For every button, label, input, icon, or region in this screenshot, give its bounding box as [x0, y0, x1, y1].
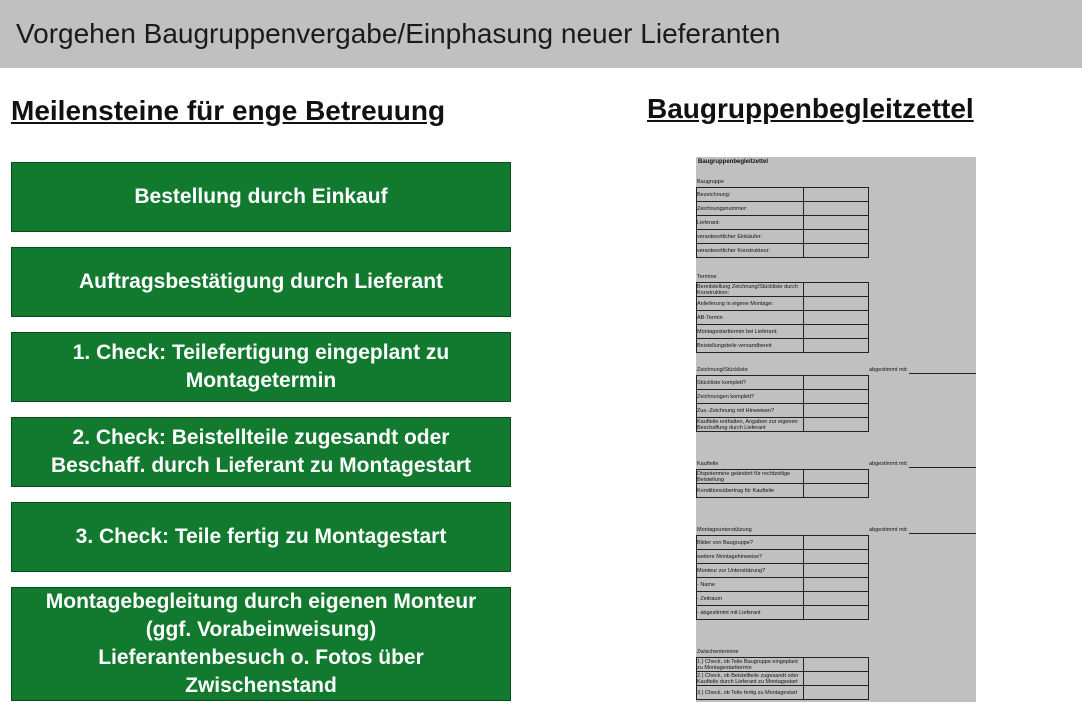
form-value-cell [803, 591, 869, 606]
form-value-cell [803, 338, 869, 353]
form-value-cell [803, 324, 869, 339]
form-row-label: AB-Termin [697, 314, 723, 321]
form-row-label: 1.) Check, ob Teile Baugruppe eingeplant zu Montagestarttermin [697, 658, 798, 671]
milestone-text: 1. Check: Teilefertigung eingeplant zu [72, 341, 450, 364]
milestone-box [11, 417, 511, 487]
form-row-label: Anlieferung in eigene Montage: [697, 300, 774, 307]
form-row-label: Zeichnungen komplett? [697, 393, 755, 400]
form-row-label: Dispotermine geändert für rechtzeitige Beistellung [697, 470, 791, 483]
form-section-heading: Kaufteile [697, 461, 719, 467]
milestone-text: Bestellung durch Einkauf [134, 185, 388, 208]
form-value-cell [803, 535, 869, 550]
form-row-label: Monteur zur Unterstützung? [697, 567, 766, 574]
form-title: Baugruppenbegleitzettel [698, 159, 769, 165]
form-row-label: Kaufteile enthalten, Angaben zur eigenen Beschaffung durch Lieferant [697, 418, 798, 431]
form-row-label: - Name [697, 581, 716, 588]
assembly-form-thumbnail [696, 157, 976, 702]
form-row-label: - abgestimmt mit Lieferant [697, 609, 761, 616]
form-value-cell [803, 243, 869, 258]
form-row-label: Montagestarttermin bei Lieferant: [697, 328, 778, 335]
form-value-cell [803, 417, 869, 432]
form-row-label: 3.) Check, ob Teile fertig zu Montagestart [697, 689, 798, 696]
form-value-cell [803, 403, 869, 418]
milestone-box [11, 247, 511, 317]
form-signature-line [909, 467, 976, 468]
form-value-cell [803, 229, 869, 244]
form-value-cell [803, 577, 869, 592]
form-value-cell [803, 671, 869, 686]
milestone-text: 2. Check: Beistellteile zugesandt oder [72, 426, 450, 449]
form-value-cell [803, 389, 869, 404]
form-row-label: Bezeichnung: [697, 191, 731, 198]
form-value-cell [803, 483, 869, 498]
form-row-label: - Zeitraum [697, 595, 723, 602]
form-value-cell [803, 605, 869, 620]
form-row-label: Zeichnungsnummer: [697, 205, 748, 212]
form-row-label: Bilder von Baugruppe? [697, 539, 753, 546]
milestone-text: Montagetermin [185, 369, 337, 392]
milestones-heading: Meilensteine für enge Betreuung [11, 95, 446, 126]
form-value-cell [803, 469, 869, 484]
form-value-cell [803, 375, 869, 390]
milestone-text: 3. Check: Teile fertig zu Montagestart [75, 525, 447, 548]
form-signature-line [909, 533, 976, 534]
form-section-heading: Baugruppe [697, 179, 724, 185]
milestone-box [11, 587, 511, 701]
form-value-cell [803, 685, 869, 700]
form-row-label: 2.) Check, ob Beistellteile zugesandt oder Kaufteile durch Lieferant zu Montagestart [697, 672, 799, 685]
form-value-cell [803, 657, 869, 672]
milestone-text: Zwischenstand [185, 674, 337, 697]
form-value-cell [803, 282, 869, 297]
form-value-cell [803, 187, 869, 202]
page-title: Vorgehen Baugruppenvergabe/Einphasung neuer Lieferanten [16, 18, 781, 49]
form-value-cell [803, 563, 869, 578]
form-signature-line [909, 373, 976, 374]
form-abgestimmt-label: abgestimmt mit: [869, 367, 908, 373]
form-row-label: verantwortlicher Einkäufer: [697, 233, 763, 240]
form-row-label: Bereitstellung Zeichnung/Stückliste durch Konstruktion: [697, 283, 798, 296]
milestone-text: Auftragsbestätigung durch Lieferant [78, 270, 444, 293]
form-section-heading: Zwischentermine [697, 649, 739, 655]
form-row-label: Stückliste komplett? [697, 379, 746, 386]
form-row-label: Zus.-Zeichnung mit Hinweisen? [697, 407, 775, 414]
form-value-cell [803, 549, 869, 564]
form-value-cell [803, 201, 869, 216]
form-value-cell [803, 310, 869, 325]
milestone-text: (ggf. Vorabeinweisung) [145, 618, 377, 641]
form-heading: Baugruppenbegleitzettel [647, 93, 974, 124]
form-section-heading: Termine [697, 274, 717, 280]
form-row-label: Konditionsübertrag für Kaufteile [697, 487, 775, 494]
form-abgestimmt-label: abgestimmt mit: [869, 527, 908, 533]
form-value-cell [803, 296, 869, 311]
form-section-heading: Zeichnung/Stückliste [697, 367, 748, 373]
header-bar [0, 0, 1082, 68]
milestone-box [11, 502, 511, 572]
form-value-cell [803, 215, 869, 230]
form-abgestimmt-label: abgestimmt mit: [869, 461, 908, 467]
milestone-box [11, 332, 511, 402]
milestone-box [11, 162, 511, 232]
milestone-text: Montagebegleitung durch eigenen Monteur [45, 590, 477, 613]
form-section-heading: Montageunterstützung [697, 527, 752, 533]
milestone-text: Lieferantenbesuch o. Fotos über [98, 646, 424, 669]
form-row-label: Beistellungsteile versandbereit [697, 342, 772, 349]
form-row-label: Lieferant: [697, 219, 720, 226]
form-row-label: weitere Montagehinweise? [697, 553, 763, 560]
form-row-label: verantwortlicher Konstrukteur: [697, 247, 771, 254]
milestone-text: Beschaff. durch Lieferant zu Montagestart [50, 454, 472, 477]
